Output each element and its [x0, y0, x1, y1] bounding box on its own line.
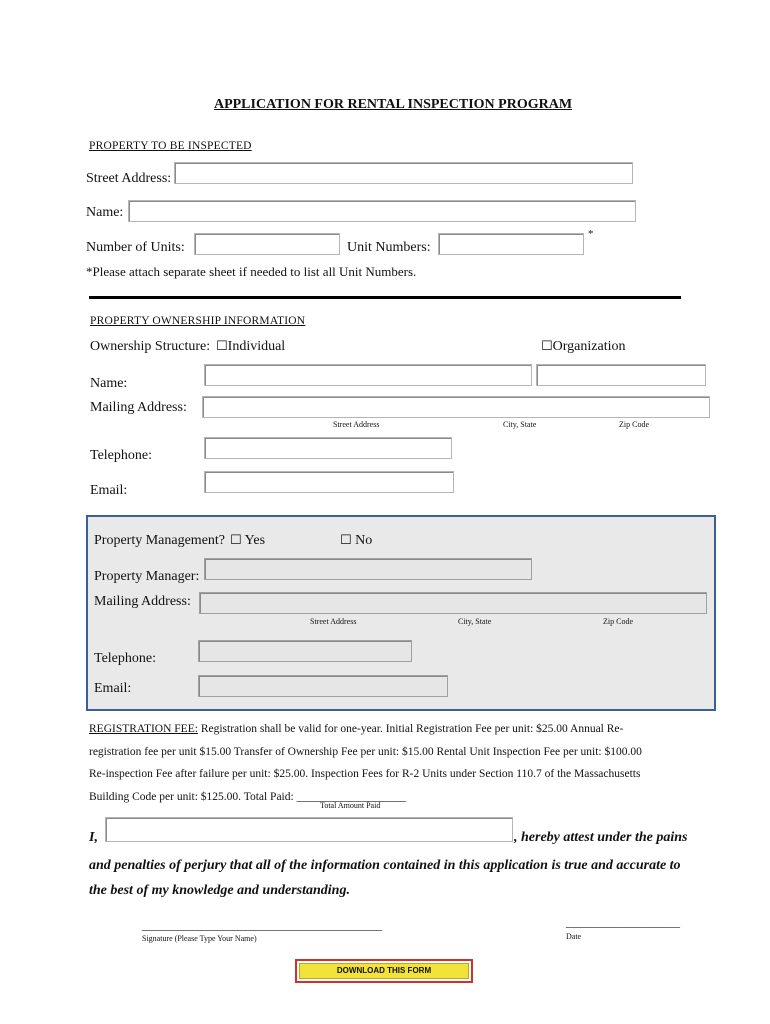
property-name-label: Name: — [86, 205, 124, 220]
number-of-units-input[interactable] — [194, 233, 340, 255]
management-yes-label: Yes — [244, 533, 266, 548]
organization-label: Organization — [552, 339, 626, 354]
ownership-structure-label: Ownership Structure: — [90, 339, 211, 354]
page-title: APPLICATION FOR RENTAL INSPECTION PROGRAM — [213, 97, 573, 112]
manager-email-label: Email: — [94, 681, 132, 696]
attest-i: I, — [89, 830, 98, 845]
owner-telephone-label: Telephone: — [90, 448, 152, 463]
fee-line-1: Registration shall be valid for one-year. Initial Registration Fee per unit: $25.00 Annual Re- — [197, 723, 624, 735]
owner-email-label: Email: — [90, 483, 128, 498]
management-no-option[interactable] — [340, 533, 372, 549]
manager-mailing-input[interactable] — [199, 592, 707, 614]
owner-mailing-input[interactable] — [202, 396, 710, 418]
organization-option[interactable] — [541, 339, 626, 355]
manager-input[interactable] — [204, 558, 532, 580]
fee-line-4: Building Code per unit: $125.00. Total Paid: — [89, 790, 294, 803]
total-paid-blank[interactable]: ___________________ — [296, 790, 406, 803]
manager-email-input[interactable] — [198, 675, 448, 697]
manager-street-caption: Street Address — [310, 617, 357, 626]
attest-line-1: , hereby attest under the pains — [514, 830, 688, 845]
attest-name-input[interactable] — [105, 817, 513, 842]
ownership-section-title: PROPERTY OWNERSHIP INFORMATION — [90, 315, 306, 327]
manager-zip-caption: Zip Code — [603, 617, 633, 626]
attest-line-3: the best of my knowledge and understanding. — [89, 883, 350, 898]
owner-telephone-input[interactable] — [204, 437, 452, 459]
registration-fee-text — [89, 718, 729, 808]
property-name-input[interactable] — [128, 200, 636, 222]
signature-line[interactable]: ________________________________________ — [142, 918, 382, 932]
owner-name-input[interactable] — [204, 364, 532, 386]
section-divider — [89, 296, 681, 299]
total-paid-caption: Total Amount Paid — [320, 801, 381, 810]
fee-line-3: Re-inspection Fee after failure per unit: $25.00. Inspection Fees for R-2 Units under Section 110.7 of the Massachusetts — [89, 768, 641, 780]
management-no-label: No — [355, 533, 373, 548]
date-line[interactable]: ___________________ — [566, 915, 680, 929]
management-yes-checkbox[interactable]: ☐ — [230, 533, 242, 548]
unit-numbers-label: Unit Numbers: — [347, 240, 431, 255]
management-no-checkbox[interactable]: ☐ — [340, 533, 352, 548]
manager-mailing-label: Mailing Address: — [94, 594, 191, 609]
download-form-label: DOWNLOAD THIS FORM — [299, 963, 469, 979]
number-of-units-label: Number of Units: — [86, 240, 185, 255]
manager-city-caption: City, State — [458, 617, 492, 626]
date-caption: Date — [566, 932, 582, 941]
manager-telephone-input[interactable] — [198, 640, 412, 662]
unit-numbers-note: *Please attach separate sheet if needed to list all Unit Numbers. — [86, 264, 417, 279]
owner-street-caption: Street Address — [333, 420, 380, 429]
street-address-input[interactable] — [174, 162, 633, 184]
street-address-label: Street Address: — [86, 171, 172, 186]
owner-email-input[interactable] — [204, 471, 454, 493]
management-question: Property Management? — [94, 533, 226, 548]
management-yes-option[interactable] — [230, 533, 265, 549]
owner-mailing-label: Mailing Address: — [90, 400, 187, 415]
manager-label: Property Manager: — [94, 569, 200, 584]
registration-fee-heading: REGISTRATION FEE: — [89, 723, 198, 735]
individual-option[interactable] — [216, 339, 285, 355]
fee-line-2: registration fee per unit $15.00 Transfer of Ownership Fee per unit: $15.00 Rental Unit Inspection Fee per unit: $100.00 — [89, 745, 642, 758]
download-form-button[interactable] — [295, 959, 473, 983]
manager-telephone-label: Telephone: — [94, 651, 156, 666]
attest-line-2: and penalties of perjury that all of the information contained in this application is true and accurate to — [89, 858, 681, 873]
owner-city-caption: City, State — [503, 420, 537, 429]
owner-name-label: Name: — [90, 376, 128, 391]
organization-checkbox[interactable]: ☐ — [541, 339, 553, 354]
unit-numbers-input[interactable] — [438, 233, 584, 255]
unit-numbers-asterisk: * — [588, 228, 594, 240]
property-section-title: PROPERTY TO BE INSPECTED — [89, 140, 252, 152]
owner-name-input-2[interactable] — [536, 364, 706, 386]
owner-zip-caption: Zip Code — [619, 420, 649, 429]
individual-checkbox[interactable]: ☐ — [216, 339, 228, 354]
individual-label: Individual — [227, 339, 286, 354]
signature-caption: Signature (Please Type Your Name) — [142, 934, 257, 943]
